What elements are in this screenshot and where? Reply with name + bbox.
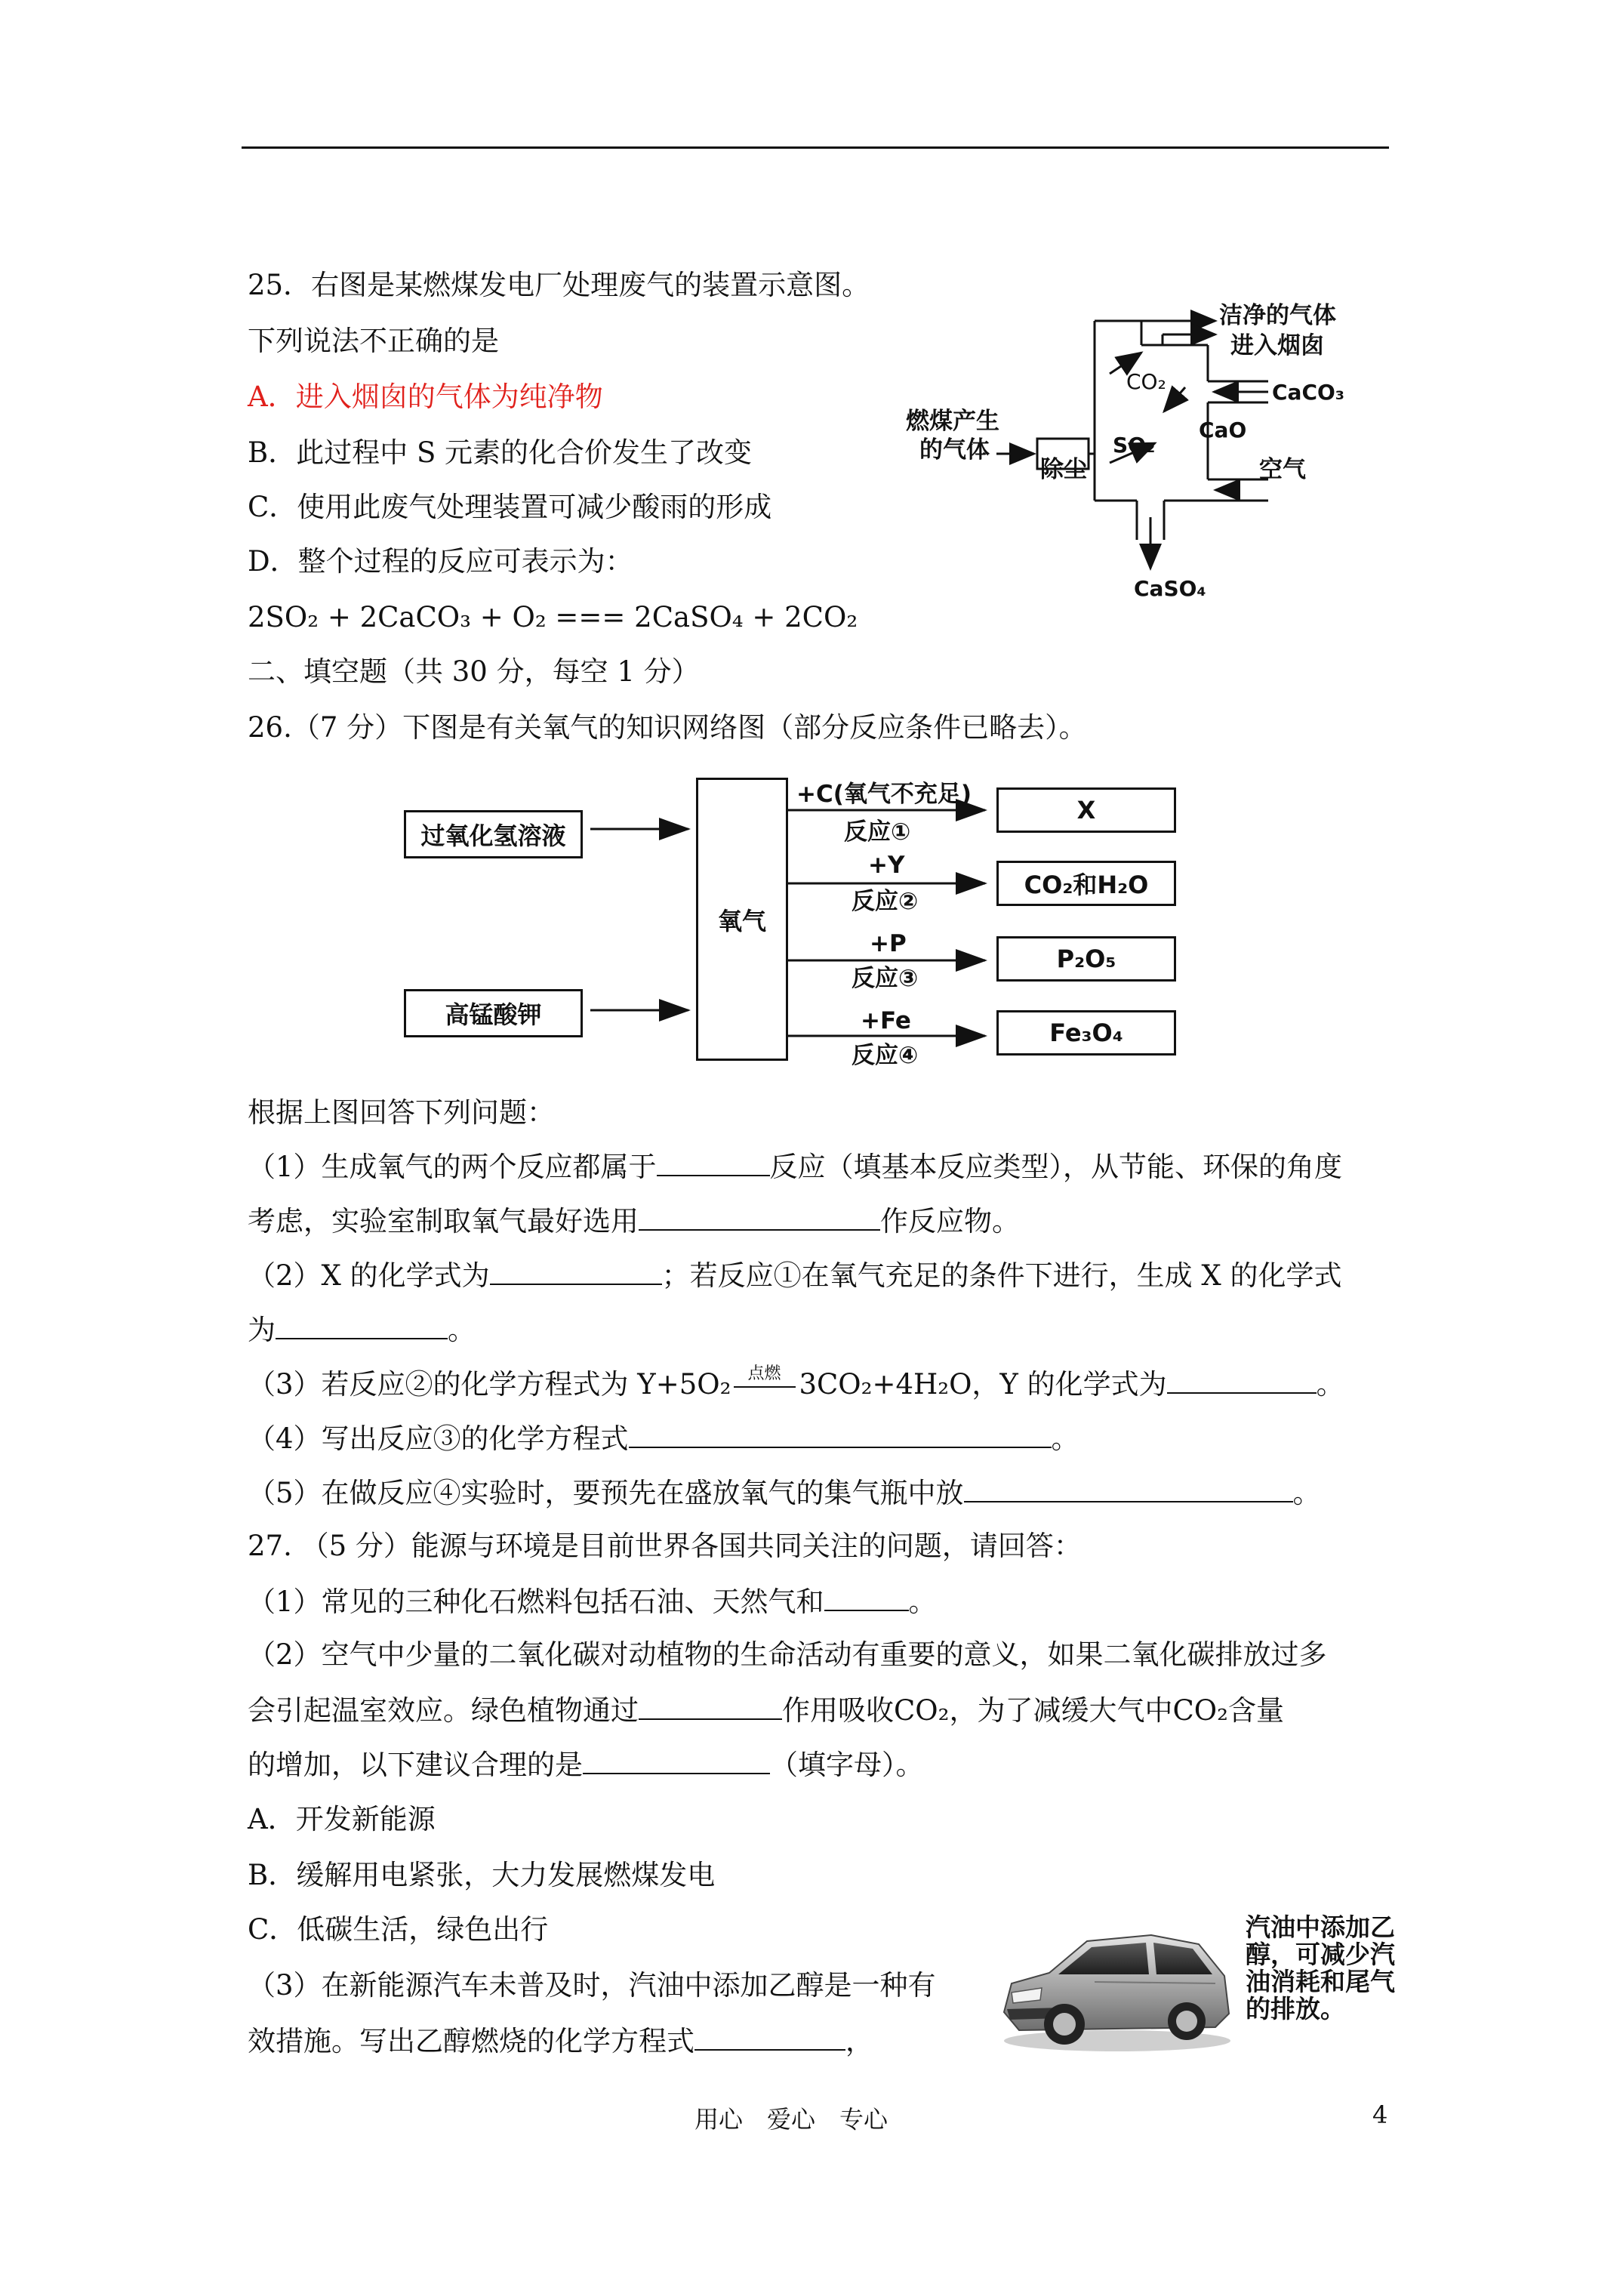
clean-gas-label: 洁净的气体 [1219, 302, 1336, 329]
q26-sub5 [248, 1475, 1321, 1510]
answer-blank[interactable] [583, 1747, 770, 1774]
car-caption: 汽油中添加乙醇，可减少汽油消耗和尾气的排放。 [1246, 1912, 1395, 2023]
q27-sub2-text-d: 的增加，以下建议合理的是 [248, 1749, 583, 1781]
answer-blank[interactable] [694, 2023, 845, 2051]
q26-sub1-text-a: （1）生成氧气的两个反应都属于 [248, 1151, 657, 1183]
answer-blank[interactable] [276, 1312, 448, 1339]
reaction-condition [731, 1364, 799, 1394]
q27-sub1-text-a: （1）常见的三种化石燃料包括石油、天然气和 [248, 1586, 824, 1618]
q26-sub2-line1 [248, 1258, 1342, 1293]
caco3-label: CaCO₃ [1272, 380, 1345, 405]
so2-label: SO₂ [1113, 433, 1156, 458]
answer-blank[interactable] [639, 1693, 782, 1720]
caso4-label: CaSO₄ [1134, 576, 1206, 601]
reaction3-label: 反应③ [852, 965, 919, 992]
q25-equation: 2SO₂ + 2CaCO₃ + O₂ === 2CaSO₄ + 2CO₂ [248, 601, 858, 633]
q27-sub1-text-b: 。 [908, 1586, 937, 1618]
kmno4-box: 高锰酸钾 [404, 989, 583, 1037]
q27-sub1 [248, 1584, 937, 1619]
q26-sub5-text-b: 。 [1292, 1477, 1321, 1509]
header-rule [242, 146, 1389, 149]
q25-option-a: A．进入烟囱的气体为纯净物 [248, 381, 603, 413]
q26-sub3-text-b: 3CO₂+4H₂O，Y 的化学式为 [799, 1368, 1167, 1401]
q25-stem: 25．右图是某燃煤发电厂处理废气的装置示意图。 [248, 269, 870, 301]
q26-sub1-text-c: 考虑，实验室制取氧气最好选用 [248, 1205, 639, 1237]
q26-sub1-text-d: 作反应物。 [880, 1205, 1020, 1237]
product-fe3o4-box: Fe₃O₄ [996, 1010, 1176, 1056]
page-number: 4 [1372, 2100, 1388, 2129]
into-chimney-label: 进入烟囱 [1230, 332, 1324, 359]
oxygen-box: 氧气 [696, 778, 788, 1061]
air-label: 空气 [1259, 456, 1306, 483]
answer-blank[interactable] [824, 1584, 909, 1611]
q26-sub5-text-a: （5）在做反应④实验时，要预先在盛放氧气的集气瓶中放 [248, 1477, 964, 1509]
product-co2-h2o-box: CO₂和H₂O [996, 861, 1176, 906]
q26-sub4-text-b: 。 [1051, 1422, 1079, 1455]
q25-prompt: 下列说法不正确的是 [248, 325, 499, 357]
answer-blank[interactable] [964, 1475, 1293, 1502]
q26-sub1-text-b: 反应（填基本反应类型），从节能、环保的角度 [769, 1151, 1343, 1183]
q27-sub2-line3 [248, 1747, 924, 1782]
condition-ignite: 点燃 [747, 1364, 781, 1383]
q27-sub2-line1: （2）空气中少量的二氧化碳对动植物的生命活动有重要的意义，如果二氧化碳排放过多 [248, 1638, 1327, 1671]
q27-stem: 27. （5 分）能源与环境是目前世界各国共同关注的问题，请回答： [248, 1530, 1082, 1562]
answer-blank[interactable] [657, 1149, 770, 1176]
answer-blank[interactable] [639, 1203, 880, 1231]
q27-sub3-text-c: ， [845, 2025, 873, 2057]
q26-intro: 根据上图回答下列问题： [248, 1096, 555, 1129]
reaction3-reagent: +P [870, 930, 907, 957]
q26-sub2-text-d: 。 [448, 1314, 476, 1346]
q27-option-a: A．开发新能源 [248, 1803, 436, 1835]
q27-sub3-text-b: 效措施。写出乙醇燃烧的化学方程式 [248, 2025, 694, 2057]
product-p2o5-box: P₂O₅ [996, 936, 1176, 982]
q26-sub1-line1 [248, 1149, 1342, 1184]
co2-label: CO₂ [1126, 369, 1166, 394]
reaction1-label: 反应① [844, 818, 911, 846]
q27-sub2-line2 [248, 1693, 1284, 1727]
car-illustration [989, 1914, 1238, 2057]
q27-sub2-text-e: （填字母）。 [770, 1749, 924, 1781]
coal-gas-label-1: 燃煤产生 [906, 408, 999, 435]
product-x-box: X [996, 787, 1176, 833]
answer-blank[interactable] [629, 1421, 1052, 1448]
reaction1-reagent: +C(氧气不充足) [796, 781, 972, 808]
cao-label: CaO [1199, 418, 1247, 442]
q26-sub4-text-a: （4）写出反应③的化学方程式 [248, 1422, 629, 1455]
q26-sub3-text-c: 。 [1316, 1368, 1344, 1401]
q25-option-c: C．使用此废气处理装置可减少酸雨的形成 [248, 491, 772, 523]
q26-sub1-line2 [248, 1203, 1020, 1238]
footer-motto: 用心 爱心 专心 [694, 2105, 888, 2134]
reaction2-label: 反应② [852, 888, 919, 915]
q27-option-b: B．缓解用电紧张，大力发展燃煤发电 [248, 1859, 716, 1891]
q27-option-c: C．低碳生活，绿色出行 [248, 1913, 549, 1946]
answer-blank[interactable] [490, 1258, 662, 1285]
q26-sub2-line2 [248, 1312, 476, 1347]
h2o2-box: 过氧化氢溶液 [404, 810, 583, 858]
reaction4-label: 反应④ [852, 1042, 919, 1069]
reaction4-reagent: +Fe [861, 1007, 911, 1034]
q26-sub2-text-b: ；若反应①在氧气充足的条件下进行，生成 X 的化学式 [661, 1259, 1342, 1292]
coal-gas-label-2: 的气体 [919, 436, 990, 464]
q26-stem: 26.（7 分）下图是有关氧气的知识网络图（部分反应条件已略去）。 [248, 711, 1087, 744]
q27-sub2-text-b: 会引起温室效应。绿色植物通过 [248, 1694, 639, 1727]
q27-sub3-line2 [248, 2023, 873, 2058]
q27-sub3-line1: （3）在新能源汽车未普及时，汽油中添加乙醇是一种有 [248, 1969, 936, 2002]
q27-sub2-text-c: 作用吸收CO₂，为了减缓大气中CO₂含量 [782, 1694, 1284, 1727]
q26-sub2-text-a: （2）X 的化学式为 [248, 1259, 490, 1292]
section-heading: 二、填空题（共 30 分，每空 1 分） [248, 655, 700, 688]
answer-blank[interactable] [1167, 1367, 1317, 1394]
q26-sub3-text-a: （3）若反应②的化学方程式为 Y+5O₂ [248, 1368, 731, 1401]
q26-sub4 [248, 1421, 1079, 1456]
q26-sub3 [248, 1364, 1344, 1401]
q25-option-d: D．整个过程的反应可表示为： [248, 545, 633, 578]
dust-removal-label: 除尘 [1040, 456, 1087, 483]
reaction2-reagent: +Y [868, 852, 905, 879]
q26-sub2-text-c: 为 [248, 1314, 276, 1346]
q25-option-b: B．此过程中 S 元素的化合价发生了改变 [248, 436, 753, 469]
